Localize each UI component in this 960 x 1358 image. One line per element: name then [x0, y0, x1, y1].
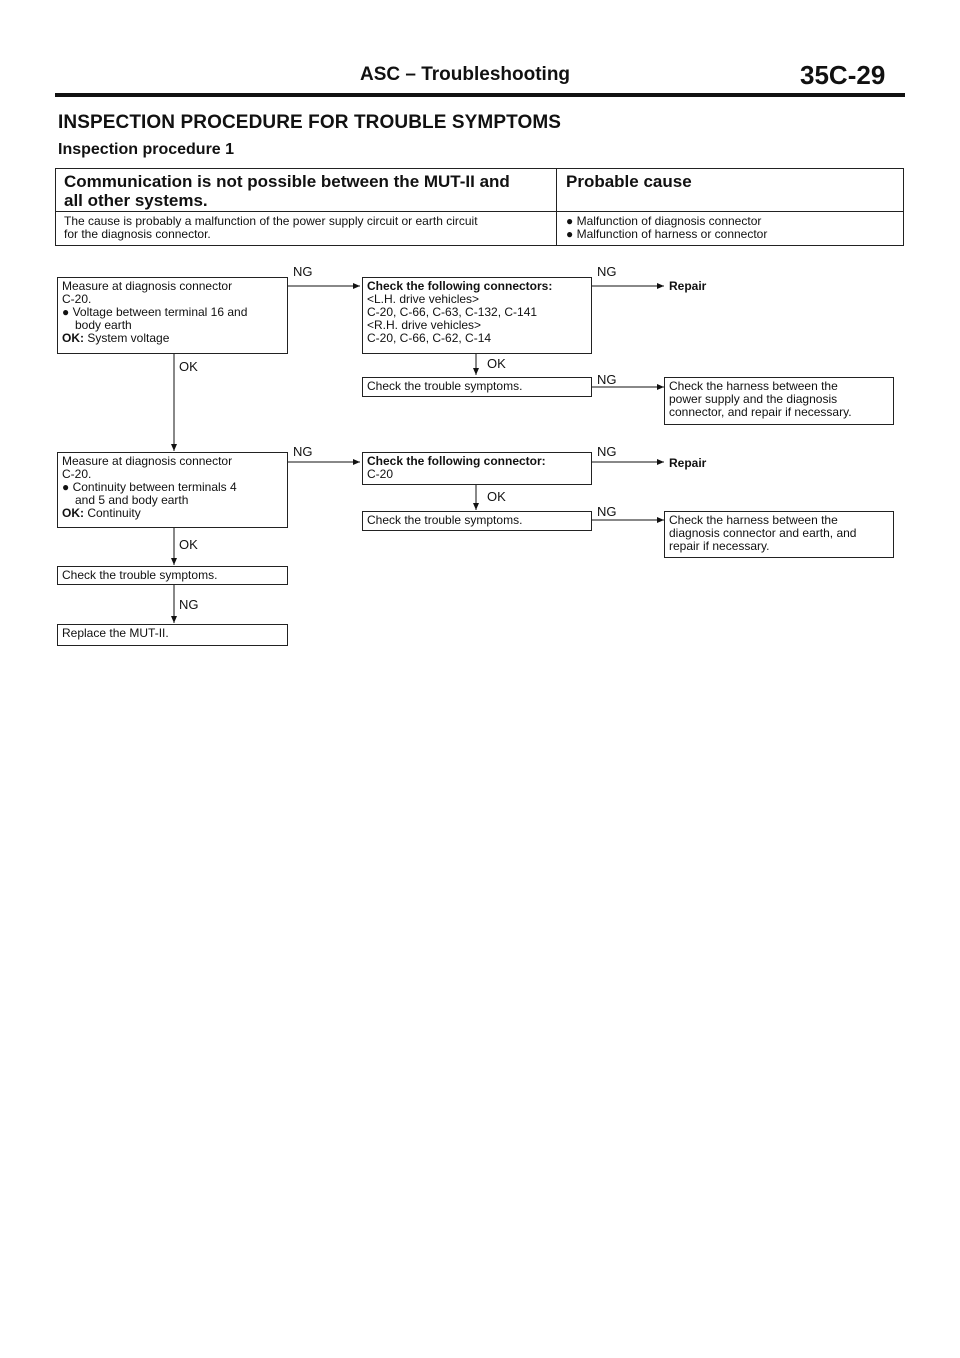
- step1-box: [57, 277, 288, 354]
- ok-criteria-label: OK:: [62, 506, 84, 520]
- ok-criteria-value: System voltage: [87, 331, 170, 345]
- cause-item: ● Malfunction of harness or connector: [566, 227, 768, 241]
- symptom-description-line: for the diagnosis connector.: [64, 227, 211, 241]
- repair-label: Repair: [669, 456, 707, 470]
- connector-check-line: <L.H. drive vehicles>: [367, 292, 480, 306]
- ng-label: NG: [597, 504, 617, 519]
- connector-check-line: C-20, C-66, C-63, C-132, C-141: [367, 305, 538, 319]
- check-symptoms-box: [57, 566, 288, 585]
- connector-check-line: C-20, C-66, C-62, C-14: [367, 331, 492, 345]
- connector-check-line: <R.H. drive vehicles>: [367, 318, 482, 332]
- symptom-heading-line: Communication is not possible between the MUT-II and: [64, 172, 510, 191]
- ok-label: OK: [487, 489, 506, 504]
- ok-criteria-label: OK:: [62, 331, 84, 345]
- check-symptoms-box: [362, 511, 592, 531]
- step2-line: ● Continuity between terminals 4: [62, 480, 237, 494]
- replace-box: [57, 624, 288, 646]
- harness-check-line: Check the harness between the: [669, 513, 838, 527]
- harness-check-box: [664, 511, 894, 558]
- ok-label: OK: [179, 537, 198, 552]
- harness-check-line: Check the harness between the: [669, 379, 838, 393]
- ng-label: NG: [597, 264, 617, 279]
- harness-check-box: [664, 377, 894, 425]
- step2-box: [57, 452, 288, 528]
- check-symptoms-box: [362, 377, 592, 397]
- step1-line: Measure at diagnosis connector: [62, 279, 233, 293]
- harness-check-line: connector, and repair if necessary.: [669, 405, 852, 419]
- ng-label: NG: [597, 372, 617, 387]
- ng-label: NG: [179, 597, 199, 612]
- symptom-description-line: The cause is probably a malfunction of the power supply circuit or earth circuit: [64, 214, 478, 228]
- page-number: 35C-29: [800, 60, 886, 90]
- step2-line: and 5 and body earth: [75, 493, 189, 507]
- ok-label: OK: [487, 356, 506, 371]
- ng-label: NG: [597, 444, 617, 459]
- page-header-title: ASC – Troubleshooting: [359, 64, 571, 85]
- step1-line: ● Voltage between terminal 16 and: [62, 305, 248, 319]
- connector-check-title: Check the following connector:: [367, 454, 546, 468]
- cause-heading: Probable cause: [566, 172, 692, 191]
- subsection-title: Inspection procedure 1: [58, 141, 235, 158]
- step2-line: Measure at diagnosis connector: [62, 454, 233, 468]
- harness-check-line: repair if necessary.: [669, 539, 770, 553]
- ok-criteria-value: Continuity: [87, 506, 141, 520]
- check-symptoms-text: Check the trouble symptoms.: [62, 568, 218, 582]
- replace-text: Replace the MUT-II.: [62, 626, 169, 640]
- symptom-heading-line: all other systems.: [64, 191, 208, 210]
- ng-label: NG: [293, 264, 313, 279]
- check-symptoms-text: Check the trouble symptoms.: [367, 379, 523, 393]
- ng-label: NG: [293, 444, 313, 459]
- connector-check-title: Check the following connectors:: [367, 279, 553, 293]
- step1-line: body earth: [75, 318, 132, 332]
- step2-line: C-20.: [62, 467, 92, 481]
- harness-check-line: power supply and the diagnosis: [669, 392, 838, 406]
- repair-label: Repair: [669, 279, 707, 293]
- cause-item: ● Malfunction of diagnosis connector: [566, 214, 762, 228]
- ok-label: OK: [179, 359, 198, 374]
- connector-check-box: [362, 277, 592, 354]
- connector-check-box: [362, 452, 592, 485]
- harness-check-line: diagnosis connector and earth, and: [669, 526, 857, 540]
- step1-line: C-20.: [62, 292, 92, 306]
- section-title: INSPECTION PROCEDURE FOR TROUBLE SYMPTOMS: [58, 112, 562, 133]
- connector-check-line: C-20: [367, 467, 394, 481]
- check-symptoms-text: Check the trouble symptoms.: [367, 513, 523, 527]
